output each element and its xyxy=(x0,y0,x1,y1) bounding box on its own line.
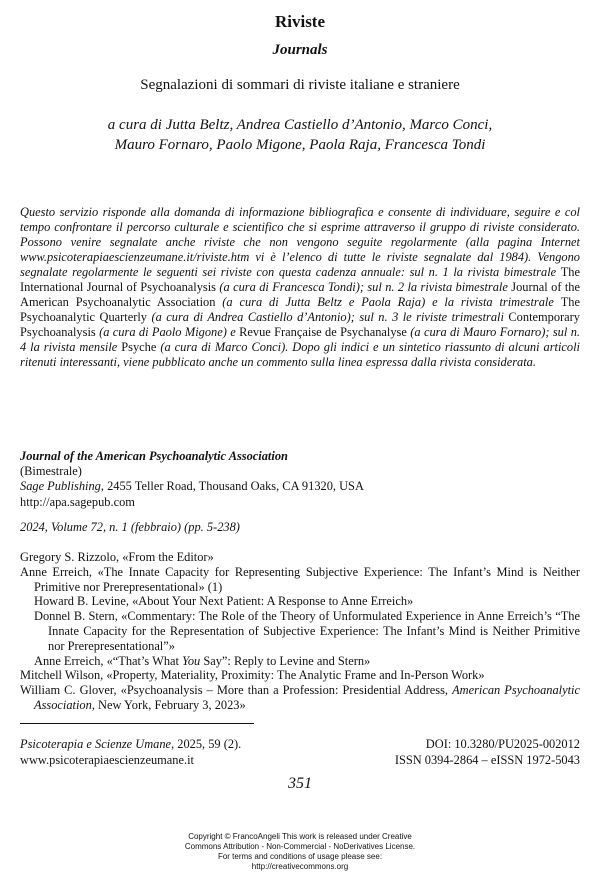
copyright-line-3: For terms and conditions of usage please see: xyxy=(217,852,383,861)
intro-text-2: (a cura di Francesca Tondi); sul n. 2 la rivista bimestrale xyxy=(216,280,512,294)
copyright-notice xyxy=(0,832,600,872)
copyright-line-2: Commons Attribution - Non-Commercial - NoDerivatives License. xyxy=(184,842,416,851)
intro-text-4: (a cura di Andrea Castiello d’Antonio); sul n. 3 le riviste trimestrali xyxy=(146,310,509,324)
toc-entry-text: , New York, February 3, 2023» xyxy=(91,697,246,712)
intro-paragraph xyxy=(20,205,580,370)
intro-text-3: (a cura di Jutta Beltz e Paola Raja) e la rivista trimestrale xyxy=(215,295,561,309)
journal-frequency: (Bimestrale) xyxy=(20,464,82,479)
toc-entry-text: William C. Glover, «Psychoanalysis – More than a Profession: Presidential Address, xyxy=(20,683,453,698)
table-of-contents xyxy=(20,550,580,713)
copyright-line-1: Copyright © FrancoAngeli This work is released under Creative xyxy=(188,832,412,841)
section-description: Segnalazioni di sommari di riviste italiane e straniere xyxy=(140,77,460,93)
editors-line-1: a cura di Jutta Beltz, Andrea Castiello d’Antonio, Marco Conci, xyxy=(107,117,493,133)
toc-entry-emphasis: American Psychoanalytic Association xyxy=(34,683,580,712)
journal-publisher-line xyxy=(20,479,580,494)
journal-address: , 2455 Teller Road, Thousand Oaks, CA 91320, USA xyxy=(100,479,364,494)
footer-divider xyxy=(20,723,254,724)
journal-info xyxy=(20,449,580,510)
footer-journal-line xyxy=(20,737,320,753)
editors-block xyxy=(40,115,560,155)
intro-journal-2: Journal of the American Psychoanalytic Association xyxy=(20,280,580,309)
footer-issn: ISSN 0394-2864 – eISSN 1972-5043 xyxy=(394,752,580,767)
issue-info: 2024, Volume 72, n. 1 (febbraio) (pp. 5-238) xyxy=(20,520,240,534)
footer-journal-name: Psicoterapia e Scienze Umane xyxy=(20,737,172,751)
journal-title: Journal of the American Psychoanalytic Association xyxy=(20,449,288,463)
intro-text-7: (a cura di Marco Conci). Dopo gli indici e un sintetico riassunto di alcuni articoli ritenuti interessanti, viene pubblicato anche un commento sulla linea espressa dalla rivista considerata. xyxy=(20,340,580,369)
toc-entry-emphasis: You xyxy=(182,653,201,668)
copyright-line-4: http://creativecommons.org xyxy=(251,862,349,871)
toc-entry: Howard B. Levine, «About Your Next Patient: A Response to Anne Erreich» xyxy=(34,594,414,609)
footer-doi: DOI: 10.3280/PU2025-002012 xyxy=(425,737,580,751)
journal-publisher: Sage Publishing xyxy=(20,479,101,494)
toc-entry: Gregory S. Rizzolo, «From the Editor» xyxy=(20,550,214,564)
intro-journal-4: Contemporary Psychoanalysis xyxy=(20,310,580,339)
footer-website: www.psicoterapiaescienzeumane.it xyxy=(20,752,194,767)
footer-journal-issue: , 2025, 59 (2). xyxy=(171,737,242,751)
page-title: Riviste xyxy=(274,12,326,31)
toc-entry: Mitchell Wilson, «Property, Materiality, Proximity: The Analytic Frame and In-Person Work» xyxy=(20,668,485,683)
toc-entry: Donnel B. Stern, «Commentary: The Role of the Theory of Unformulated Experience in Anne Erreich’s “The Innate Capacity for the Representation of Subjective Experience: The Infant’s Mind is Neither Primitive nor Prerepresentational”» xyxy=(34,609,580,653)
page-number: 351 xyxy=(288,775,312,792)
footer-citation xyxy=(20,737,320,768)
intro-text-6: (a cura di Mauro Fornaro); sul n. 4 la rivista mensile xyxy=(20,325,580,354)
intro-journal-6: Psyche xyxy=(121,340,157,354)
toc-entry-text: Anne Erreich, «“That’s What xyxy=(34,653,183,668)
footer-identifiers xyxy=(320,737,580,768)
intro-text-5: (a cura di Paolo Migone) e xyxy=(95,325,240,339)
page-subtitle: Journals xyxy=(272,42,328,58)
editors-line-2: Mauro Fornaro, Paolo Migone, Paola Raja, Francesca Tondi xyxy=(114,137,486,153)
toc-entry: Anne Erreich, «The Innate Capacity for Representing Subjective Experience: The Infant’s Mind is Neither Primitive nor Prerepresentational» (1) xyxy=(20,564,580,594)
intro-text-1: Questo servizio risponde alla domanda di informazione bibliografica e consente di individuare, seguire e col tempo confrontare il percorso culturale e scientifico che si esprime attraverso il gruppo di riviste considerato. Possono venire segnalate anche riviste che non vengono seguite regolarmente (alla pagina Internet www.psicoterapiaescienzeumane.it/riviste.htm vi è l’elenco di tutte le riviste segnalate dal 1984). Vengono segnalate regolarmente le seguenti sei riviste con questa cadenza annuale: sul n. 1 la rivista bimestrale xyxy=(20,205,580,279)
intro-journal-3: The Psychoanalytic Quarterly xyxy=(20,295,580,324)
toc-entry-text: Say”: Reply to Levine and Stern» xyxy=(200,653,371,668)
toc-entry xyxy=(20,654,580,669)
intro-journal-5: Revue Française de Psychanalyse xyxy=(239,325,407,339)
intro-journal-1: The International Journal of Psychoanalysis xyxy=(20,265,580,294)
journal-url: http://apa.sagepub.com xyxy=(20,494,135,509)
toc-entry xyxy=(20,683,580,713)
